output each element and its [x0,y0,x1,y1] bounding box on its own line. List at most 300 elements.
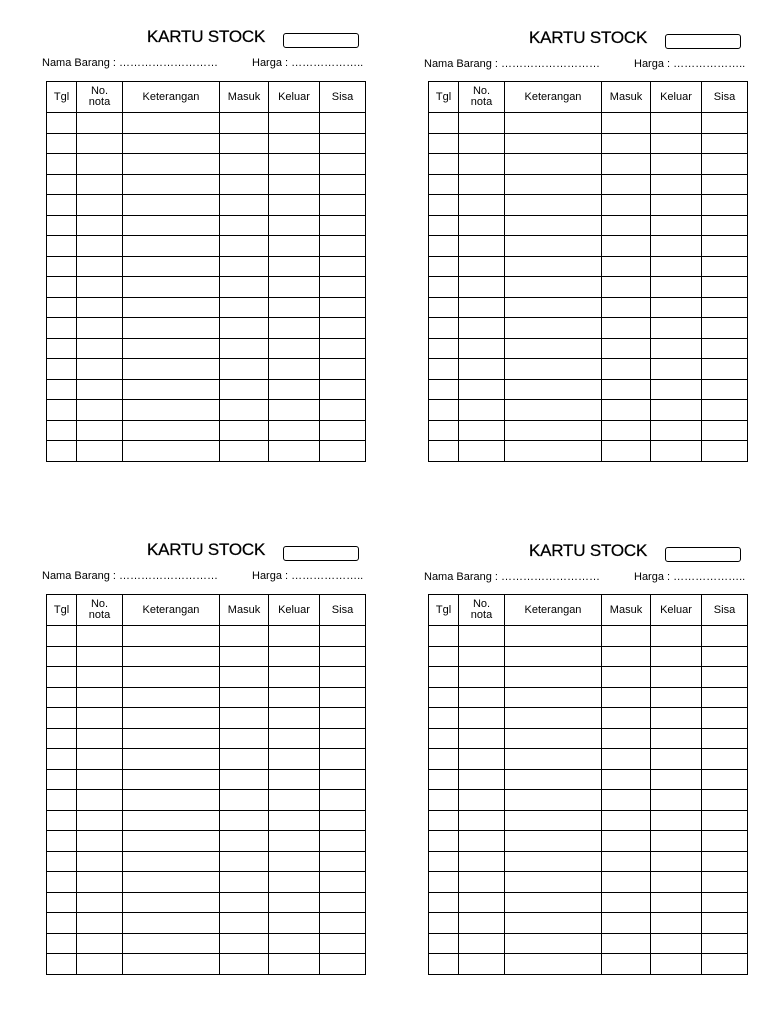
cell-masuk[interactable] [220,954,269,975]
cell-no-nota[interactable] [459,195,505,216]
cell-keluar[interactable] [269,133,320,154]
cell-keluar[interactable] [269,338,320,359]
cell-keluar[interactable] [651,338,702,359]
cell-sisa[interactable] [702,728,748,749]
cell-masuk[interactable] [220,749,269,770]
cell-sisa[interactable] [702,790,748,811]
cell-masuk[interactable] [220,667,269,688]
cell-keluar[interactable] [269,256,320,277]
cell-keterangan[interactable] [123,790,220,811]
cell-keterangan[interactable] [505,708,602,729]
cell-no-nota[interactable] [77,133,123,154]
cell-keluar[interactable] [651,810,702,831]
item-price-field[interactable]: Harga : ……………….. [634,58,746,70]
cell-keluar[interactable] [269,954,320,975]
cell-keluar[interactable] [269,277,320,298]
cell-keterangan[interactable] [123,441,220,462]
cell-keluar[interactable] [651,872,702,893]
cell-sisa[interactable] [320,749,366,770]
cell-masuk[interactable] [220,728,269,749]
cell-sisa[interactable] [320,256,366,277]
cell-sisa[interactable] [702,195,748,216]
cell-masuk[interactable] [602,790,651,811]
cell-keluar[interactable] [651,420,702,441]
cell-sisa[interactable] [320,954,366,975]
cell-keterangan[interactable] [505,790,602,811]
cell-no-nota[interactable] [77,420,123,441]
cell-sisa[interactable] [702,626,748,647]
cell-no-nota[interactable] [459,359,505,380]
cell-sisa[interactable] [320,277,366,298]
cell-no-nota[interactable] [459,708,505,729]
cell-keterangan[interactable] [505,400,602,421]
cell-masuk[interactable] [220,236,269,257]
cell-sisa[interactable] [320,174,366,195]
cell-masuk[interactable] [602,749,651,770]
cell-keluar[interactable] [651,113,702,134]
cell-sisa[interactable] [320,215,366,236]
cell-masuk[interactable] [602,318,651,339]
cell-sisa[interactable] [702,133,748,154]
cell-sisa[interactable] [702,338,748,359]
cell-no-nota[interactable] [77,769,123,790]
item-name-field[interactable]: Nama Barang : ……………………… [424,58,601,70]
cell-tgl[interactable] [47,687,77,708]
cell-no-nota[interactable] [77,892,123,913]
cell-masuk[interactable] [220,831,269,852]
cell-no-nota[interactable] [459,297,505,318]
cell-keluar[interactable] [651,236,702,257]
cell-no-nota[interactable] [459,113,505,134]
cell-keterangan[interactable] [505,667,602,688]
cell-sisa[interactable] [702,769,748,790]
cell-tgl[interactable] [429,195,459,216]
cell-keterangan[interactable] [123,379,220,400]
cell-keterangan[interactable] [123,831,220,852]
cell-sisa[interactable] [702,277,748,298]
cell-keterangan[interactable] [123,810,220,831]
cell-no-nota[interactable] [459,769,505,790]
cell-keterangan[interactable] [505,133,602,154]
cell-tgl[interactable] [429,277,459,298]
item-price-field[interactable]: Harga : ……………….. [252,570,364,582]
cell-tgl[interactable] [429,256,459,277]
item-name-field[interactable]: Nama Barang : ……………………… [42,570,219,582]
cell-keterangan[interactable] [505,810,602,831]
cell-tgl[interactable] [47,400,77,421]
cell-masuk[interactable] [602,954,651,975]
cell-tgl[interactable] [47,626,77,647]
cell-keluar[interactable] [269,708,320,729]
cell-no-nota[interactable] [459,236,505,257]
cell-sisa[interactable] [702,749,748,770]
cell-keterangan[interactable] [505,892,602,913]
cell-sisa[interactable] [702,708,748,729]
cell-sisa[interactable] [702,913,748,934]
cell-keterangan[interactable] [123,646,220,667]
cell-sisa[interactable] [702,174,748,195]
cell-keterangan[interactable] [123,749,220,770]
cell-keterangan[interactable] [505,851,602,872]
cell-tgl[interactable] [429,379,459,400]
cell-no-nota[interactable] [77,195,123,216]
cell-keluar[interactable] [269,790,320,811]
cell-keluar[interactable] [269,626,320,647]
cell-masuk[interactable] [602,708,651,729]
cell-keterangan[interactable] [123,728,220,749]
cell-sisa[interactable] [702,646,748,667]
cell-masuk[interactable] [602,133,651,154]
cell-tgl[interactable] [47,667,77,688]
cell-tgl[interactable] [429,297,459,318]
cell-tgl[interactable] [47,236,77,257]
cell-keterangan[interactable] [123,420,220,441]
cell-tgl[interactable] [47,133,77,154]
cell-masuk[interactable] [220,154,269,175]
cell-no-nota[interactable] [77,954,123,975]
cell-sisa[interactable] [702,933,748,954]
cell-tgl[interactable] [429,790,459,811]
cell-sisa[interactable] [702,954,748,975]
cell-keluar[interactable] [651,174,702,195]
item-code-box[interactable] [283,33,359,48]
cell-masuk[interactable] [602,667,651,688]
cell-masuk[interactable] [602,646,651,667]
cell-no-nota[interactable] [77,749,123,770]
cell-masuk[interactable] [220,379,269,400]
cell-masuk[interactable] [220,113,269,134]
cell-keluar[interactable] [269,810,320,831]
item-code-box[interactable] [665,547,741,562]
cell-masuk[interactable] [602,256,651,277]
cell-sisa[interactable] [320,359,366,380]
cell-tgl[interactable] [429,667,459,688]
cell-masuk[interactable] [602,195,651,216]
cell-tgl[interactable] [429,933,459,954]
cell-keterangan[interactable] [505,297,602,318]
cell-keluar[interactable] [269,359,320,380]
cell-masuk[interactable] [602,872,651,893]
cell-keterangan[interactable] [123,933,220,954]
cell-tgl[interactable] [47,338,77,359]
cell-keluar[interactable] [651,913,702,934]
cell-keluar[interactable] [651,667,702,688]
cell-keterangan[interactable] [123,359,220,380]
cell-masuk[interactable] [220,851,269,872]
cell-tgl[interactable] [429,215,459,236]
cell-sisa[interactable] [320,420,366,441]
cell-no-nota[interactable] [459,420,505,441]
cell-sisa[interactable] [320,379,366,400]
cell-sisa[interactable] [702,359,748,380]
cell-keterangan[interactable] [505,277,602,298]
cell-sisa[interactable] [320,831,366,852]
cell-no-nota[interactable] [459,400,505,421]
cell-tgl[interactable] [429,318,459,339]
cell-keterangan[interactable] [123,215,220,236]
cell-masuk[interactable] [602,236,651,257]
cell-keluar[interactable] [651,790,702,811]
cell-masuk[interactable] [602,728,651,749]
cell-keterangan[interactable] [123,154,220,175]
cell-keluar[interactable] [651,215,702,236]
cell-keterangan[interactable] [123,318,220,339]
cell-keterangan[interactable] [123,195,220,216]
cell-keluar[interactable] [269,892,320,913]
cell-no-nota[interactable] [459,277,505,298]
cell-sisa[interactable] [702,892,748,913]
cell-no-nota[interactable] [459,441,505,462]
cell-masuk[interactable] [602,913,651,934]
cell-tgl[interactable] [429,954,459,975]
cell-masuk[interactable] [602,297,651,318]
item-price-field[interactable]: Harga : ……………….. [252,57,364,69]
cell-tgl[interactable] [429,420,459,441]
item-name-field[interactable]: Nama Barang : ……………………… [42,57,219,69]
cell-sisa[interactable] [702,687,748,708]
cell-masuk[interactable] [220,790,269,811]
cell-masuk[interactable] [602,441,651,462]
cell-no-nota[interactable] [77,831,123,852]
cell-no-nota[interactable] [77,933,123,954]
cell-no-nota[interactable] [459,154,505,175]
cell-keterangan[interactable] [505,195,602,216]
cell-sisa[interactable] [702,420,748,441]
cell-no-nota[interactable] [77,277,123,298]
cell-sisa[interactable] [320,236,366,257]
cell-no-nota[interactable] [77,728,123,749]
cell-keluar[interactable] [651,626,702,647]
cell-masuk[interactable] [602,687,651,708]
cell-keluar[interactable] [651,728,702,749]
cell-keluar[interactable] [269,154,320,175]
cell-sisa[interactable] [702,215,748,236]
cell-keluar[interactable] [651,646,702,667]
cell-masuk[interactable] [220,297,269,318]
item-name-field[interactable]: Nama Barang : ……………………… [424,571,601,583]
cell-no-nota[interactable] [459,687,505,708]
item-code-box[interactable] [665,34,741,49]
cell-keterangan[interactable] [123,174,220,195]
cell-sisa[interactable] [320,318,366,339]
cell-tgl[interactable] [47,215,77,236]
cell-keluar[interactable] [651,831,702,852]
cell-no-nota[interactable] [77,236,123,257]
cell-tgl[interactable] [429,441,459,462]
cell-tgl[interactable] [47,359,77,380]
cell-tgl[interactable] [47,749,77,770]
cell-sisa[interactable] [702,113,748,134]
cell-masuk[interactable] [602,851,651,872]
cell-tgl[interactable] [47,790,77,811]
cell-masuk[interactable] [602,277,651,298]
cell-sisa[interactable] [320,154,366,175]
cell-no-nota[interactable] [77,790,123,811]
cell-no-nota[interactable] [459,215,505,236]
cell-masuk[interactable] [220,215,269,236]
cell-masuk[interactable] [602,113,651,134]
cell-tgl[interactable] [47,872,77,893]
cell-sisa[interactable] [320,626,366,647]
cell-keluar[interactable] [269,687,320,708]
cell-keluar[interactable] [269,769,320,790]
cell-masuk[interactable] [220,687,269,708]
cell-masuk[interactable] [220,400,269,421]
cell-keterangan[interactable] [123,708,220,729]
cell-masuk[interactable] [602,810,651,831]
cell-masuk[interactable] [220,318,269,339]
cell-tgl[interactable] [47,810,77,831]
cell-sisa[interactable] [320,728,366,749]
cell-tgl[interactable] [429,174,459,195]
cell-keluar[interactable] [651,400,702,421]
cell-no-nota[interactable] [459,728,505,749]
cell-no-nota[interactable] [77,646,123,667]
cell-keluar[interactable] [269,318,320,339]
cell-keterangan[interactable] [123,687,220,708]
cell-keterangan[interactable] [505,236,602,257]
cell-keterangan[interactable] [123,954,220,975]
cell-sisa[interactable] [320,708,366,729]
cell-keluar[interactable] [651,318,702,339]
cell-masuk[interactable] [220,892,269,913]
cell-no-nota[interactable] [459,133,505,154]
cell-keterangan[interactable] [505,174,602,195]
cell-keluar[interactable] [651,133,702,154]
cell-no-nota[interactable] [459,810,505,831]
cell-masuk[interactable] [602,420,651,441]
cell-no-nota[interactable] [77,338,123,359]
cell-keluar[interactable] [651,441,702,462]
cell-tgl[interactable] [47,379,77,400]
cell-sisa[interactable] [702,379,748,400]
cell-no-nota[interactable] [459,338,505,359]
cell-masuk[interactable] [220,708,269,729]
cell-keterangan[interactable] [505,831,602,852]
cell-no-nota[interactable] [459,892,505,913]
cell-no-nota[interactable] [77,687,123,708]
cell-no-nota[interactable] [77,174,123,195]
cell-keterangan[interactable] [505,769,602,790]
cell-masuk[interactable] [220,359,269,380]
cell-no-nota[interactable] [459,851,505,872]
cell-no-nota[interactable] [459,933,505,954]
cell-keluar[interactable] [269,441,320,462]
cell-keterangan[interactable] [123,913,220,934]
cell-masuk[interactable] [220,174,269,195]
cell-masuk[interactable] [602,769,651,790]
cell-masuk[interactable] [602,215,651,236]
cell-keterangan[interactable] [505,318,602,339]
cell-keluar[interactable] [269,667,320,688]
cell-keterangan[interactable] [505,338,602,359]
cell-tgl[interactable] [47,174,77,195]
cell-keterangan[interactable] [505,441,602,462]
cell-no-nota[interactable] [459,174,505,195]
cell-tgl[interactable] [429,359,459,380]
cell-sisa[interactable] [320,810,366,831]
cell-keluar[interactable] [651,851,702,872]
cell-keluar[interactable] [269,420,320,441]
cell-sisa[interactable] [702,400,748,421]
cell-keterangan[interactable] [123,113,220,134]
cell-masuk[interactable] [220,277,269,298]
cell-masuk[interactable] [602,359,651,380]
cell-masuk[interactable] [220,913,269,934]
cell-keluar[interactable] [269,851,320,872]
cell-no-nota[interactable] [77,113,123,134]
cell-tgl[interactable] [429,708,459,729]
cell-tgl[interactable] [429,851,459,872]
cell-keterangan[interactable] [123,236,220,257]
cell-sisa[interactable] [320,933,366,954]
cell-keluar[interactable] [269,400,320,421]
cell-sisa[interactable] [702,872,748,893]
cell-masuk[interactable] [602,400,651,421]
cell-no-nota[interactable] [77,913,123,934]
cell-sisa[interactable] [702,236,748,257]
cell-keluar[interactable] [269,646,320,667]
cell-masuk[interactable] [220,933,269,954]
cell-keterangan[interactable] [123,133,220,154]
cell-keluar[interactable] [651,154,702,175]
cell-keluar[interactable] [651,256,702,277]
cell-keluar[interactable] [269,113,320,134]
cell-sisa[interactable] [702,256,748,277]
cell-masuk[interactable] [220,872,269,893]
cell-masuk[interactable] [602,174,651,195]
cell-no-nota[interactable] [459,831,505,852]
cell-sisa[interactable] [320,338,366,359]
cell-keterangan[interactable] [505,872,602,893]
cell-no-nota[interactable] [459,749,505,770]
cell-no-nota[interactable] [77,154,123,175]
cell-keluar[interactable] [651,297,702,318]
cell-keterangan[interactable] [123,297,220,318]
cell-masuk[interactable] [602,626,651,647]
cell-keterangan[interactable] [123,892,220,913]
cell-no-nota[interactable] [459,913,505,934]
cell-sisa[interactable] [320,892,366,913]
cell-tgl[interactable] [47,113,77,134]
cell-no-nota[interactable] [77,667,123,688]
cell-keluar[interactable] [651,933,702,954]
cell-keluar[interactable] [651,954,702,975]
cell-keluar[interactable] [269,831,320,852]
cell-masuk[interactable] [602,154,651,175]
cell-keterangan[interactable] [123,872,220,893]
cell-tgl[interactable] [47,646,77,667]
cell-keluar[interactable] [651,379,702,400]
cell-tgl[interactable] [429,728,459,749]
cell-sisa[interactable] [320,646,366,667]
cell-sisa[interactable] [320,441,366,462]
cell-sisa[interactable] [702,318,748,339]
cell-sisa[interactable] [702,851,748,872]
cell-sisa[interactable] [320,872,366,893]
cell-no-nota[interactable] [459,872,505,893]
cell-keterangan[interactable] [123,338,220,359]
cell-masuk[interactable] [602,831,651,852]
cell-tgl[interactable] [429,113,459,134]
cell-keterangan[interactable] [123,277,220,298]
cell-masuk[interactable] [602,338,651,359]
cell-tgl[interactable] [429,400,459,421]
cell-keluar[interactable] [269,236,320,257]
cell-sisa[interactable] [702,441,748,462]
cell-tgl[interactable] [47,277,77,298]
cell-masuk[interactable] [220,338,269,359]
